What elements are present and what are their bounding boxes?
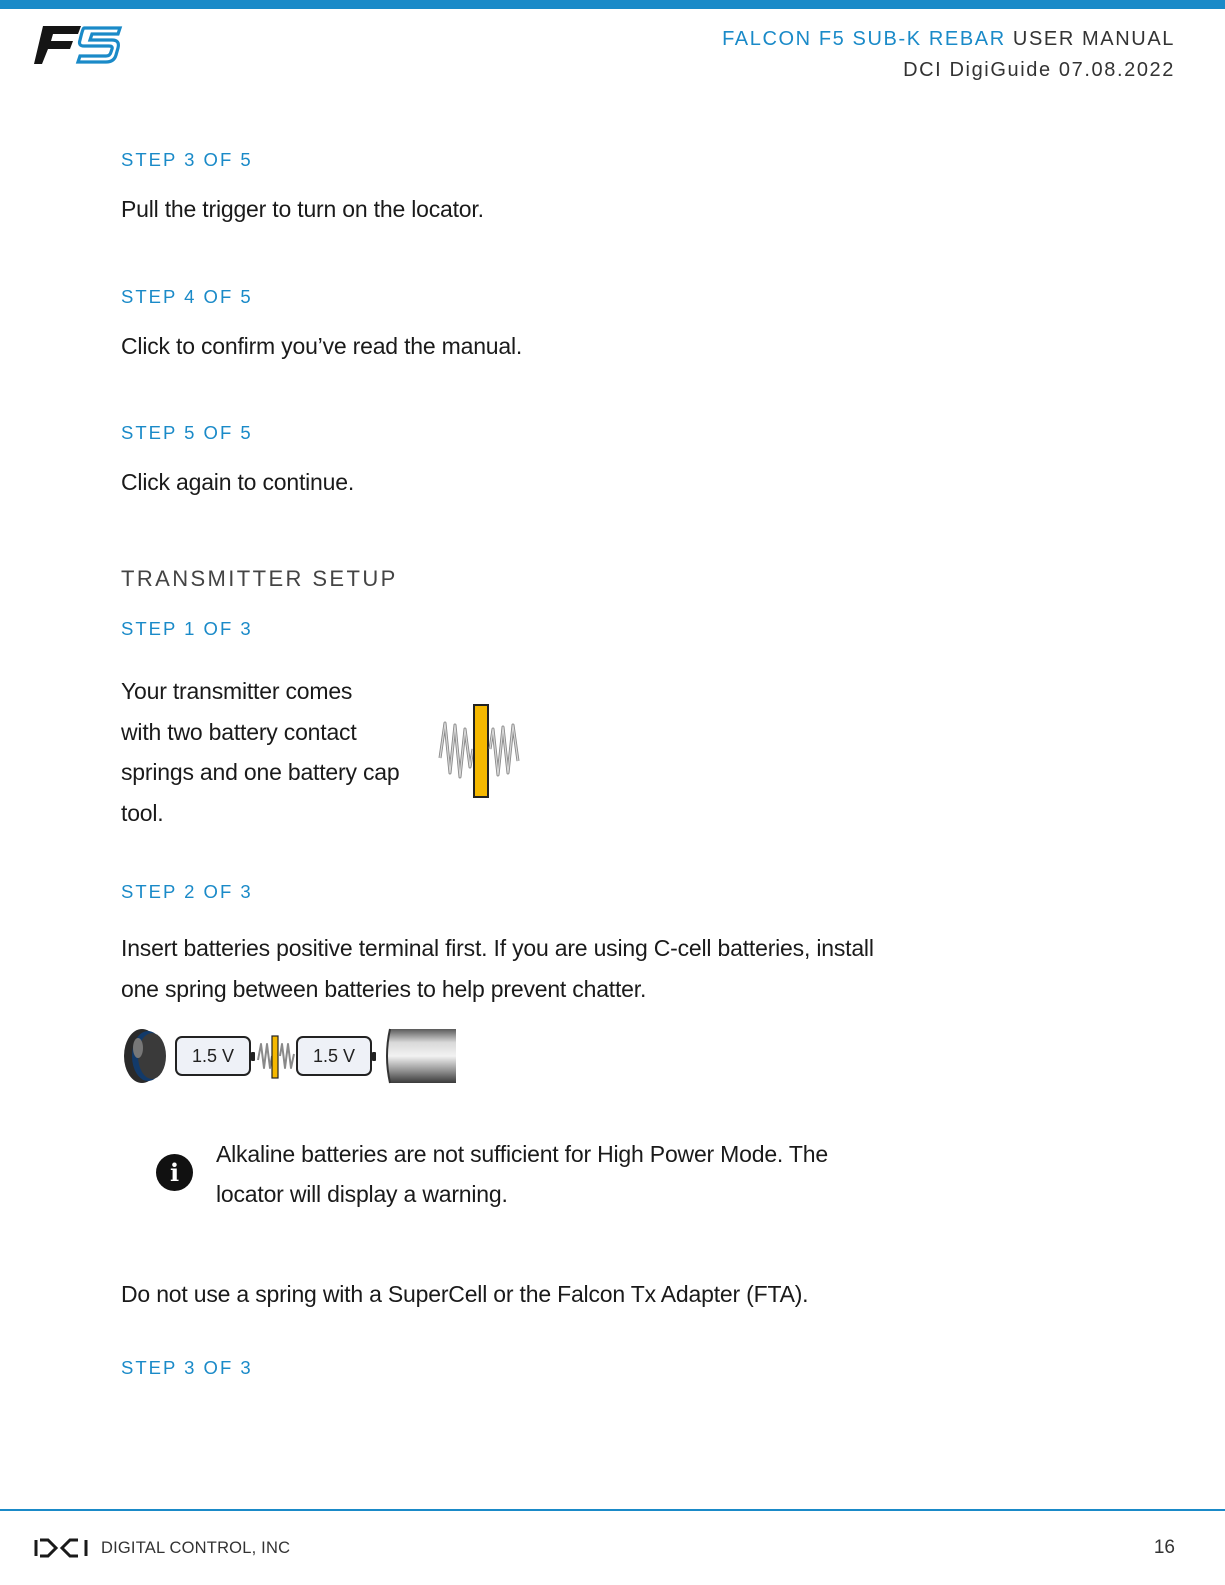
top-accent-bar [0,0,1225,9]
header-doc-type: USER MANUAL [1012,28,1175,50]
battery-1 [175,1036,251,1076]
info-note [216,1134,828,1214]
dci-logo [34,1538,92,1558]
spring-warning-text: Do not use a spring with a SuperCell or the Falcon Tx Adapter (FTA). [121,1281,809,1307]
step-1-line: springs and one battery cap [121,759,400,785]
footer-divider [0,1509,1225,1511]
battery-1-voltage: 1.5 V [191,1045,235,1066]
step-2-line: one spring between batteries to help prevent chatter. [121,975,647,1002]
battery-cap-image [122,1026,172,1086]
locator-step-4-text: Click to confirm you’ve read the manual. [121,333,523,359]
document-header [722,24,1175,86]
locator-step-5-text: Click again to continue. [121,469,355,495]
step-1-line: tool. [121,799,164,826]
battery-2-terminal [372,1052,376,1061]
transmitter-step-1-text [121,671,399,833]
header-date: 07.08.2022 [1058,59,1175,81]
transmitter-step-2-text [121,928,874,1009]
info-icon: i [156,1154,193,1191]
transmitter-housing-image [384,1027,456,1085]
header-app-name: DCI DigiGuide [903,59,1052,81]
transmitter-step-3-label: STEP 3 OF 3 [121,1357,253,1378]
locator-step-4-label: STEP 4 OF 5 [121,286,253,307]
transmitter-setup-heading: TRANSMITTER SETUP [121,566,398,591]
transmitter-step-2-label: STEP 2 OF 3 [121,881,253,902]
spring-and-cap-tool-image [436,703,522,799]
header-subtitle [722,55,1175,86]
battery-2-voltage: 1.5 V [312,1045,356,1066]
step-1-line: with two battery contact [121,718,357,745]
footer-company-name: DIGITAL CONTROL, INC [101,1539,291,1557]
locator-step-3-label: STEP 3 OF 5 [121,149,253,170]
locator-step-5-label: STEP 5 OF 5 [121,422,253,443]
page-number: 16 [1153,1537,1175,1558]
note-line: locator will display a warning. [216,1181,508,1207]
header-title [722,24,1175,55]
battery-2 [296,1036,372,1076]
battery-1-terminal [251,1052,255,1061]
battery-spring-image [256,1034,296,1080]
note-line: Alkaline batteries are not sufficient for High Power Mode. The [216,1141,828,1167]
step-1-line: Your transmitter comes [121,678,353,704]
header-product: FALCON F5 SUB-K REBAR [722,28,1006,50]
locator-step-3-text: Pull the trigger to turn on the locator. [121,196,484,222]
transmitter-step-1-label: STEP 1 OF 3 [121,618,253,639]
step-2-line: Insert batteries positive terminal first. If you are using C-cell batteries, install [121,935,874,961]
f5-logo [34,24,124,66]
